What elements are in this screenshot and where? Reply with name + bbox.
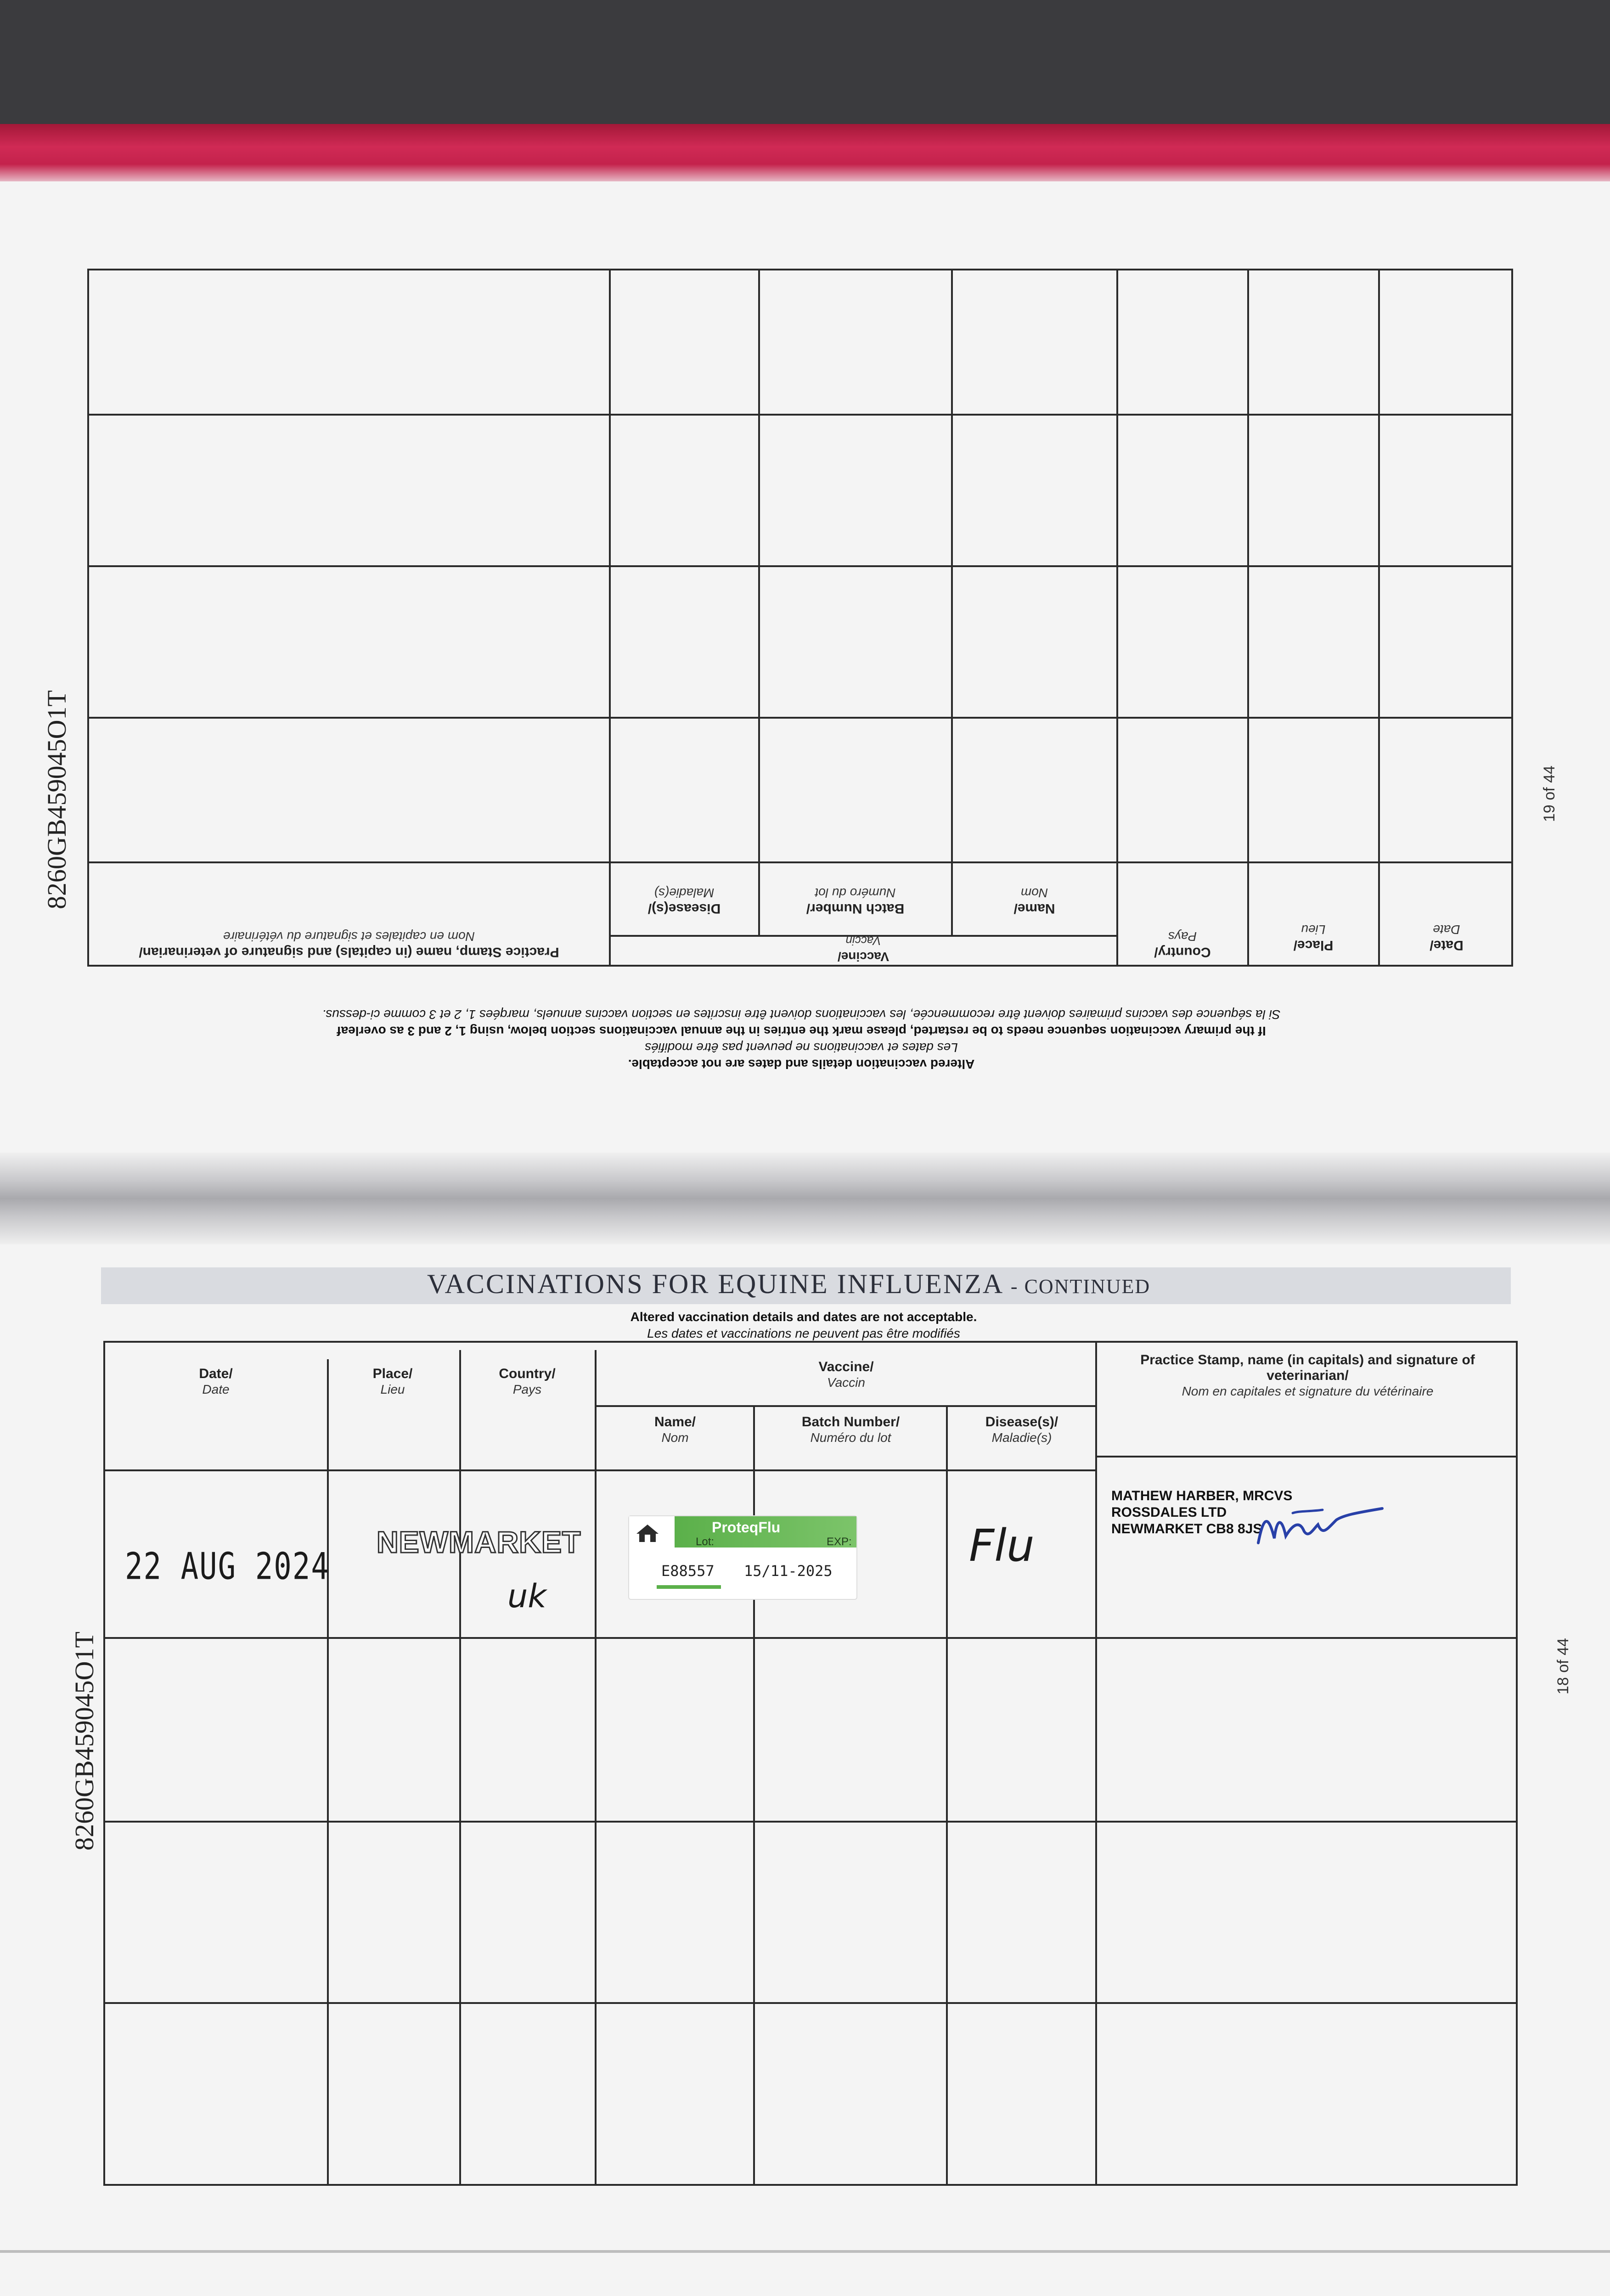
page-fold: [0, 1153, 1610, 1244]
entry-disease-handwritten: Flu: [969, 1520, 1035, 1571]
lower-notice-en: Altered vaccination details and dates are not acceptable.: [630, 1310, 977, 1324]
upper-header-place: Place/ Lieu: [1293, 923, 1334, 953]
entry-place-stamp: NEWMARKET: [377, 1525, 581, 1559]
upper-header-date: Date/ Date: [1430, 923, 1464, 953]
upper-notice-primary-fr: Si la séquence des vaccins primaires doivent être recommencée, les vaccinations doivent être inscrites en section vaccins annuels, marqées 1, 2 et 3 comme ci-dessus.: [322, 1007, 1281, 1022]
lower-header-country: Country/ Pays: [499, 1366, 556, 1396]
lower-banner-title: VACCINATIONS FOR EQUINE INFLUENZA - CONTINUED: [427, 1269, 1151, 1299]
lower-header-stamp: Practice Stamp, name (in capitals) and signature of veterinarian/ Nom en capitales et signature du vétérinaire: [1140, 1352, 1475, 1398]
upper-page-rotated: [80, 269, 1513, 1086]
upper-header-stamp: Practice Stamp, name (in capitals) and signature of veterinarian/ Nom en capitales et signature du vétérinaire: [139, 929, 559, 960]
upper-header-batch: Batch Number/ Numéro du lot: [806, 886, 905, 916]
lower-header-place: Place/ Lieu: [372, 1366, 413, 1396]
upper-notice-fr: Les dates et vaccinations ne peuvent pas être modifiés: [645, 1041, 958, 1055]
lower-table: [103, 1341, 1518, 2186]
lower-header-disease: Disease(s)/ Maladie(s): [985, 1414, 1058, 1445]
passport-cover-edge: [0, 124, 1610, 181]
upper-header-disease: Disease(s)/ Maladie(s): [647, 886, 721, 916]
sticker-exp: 15/11-2025: [744, 1562, 833, 1580]
upper-header-vaccine: Vaccine/ Vaccin: [837, 934, 889, 964]
upper-header-country: Country/ Pays: [1154, 929, 1211, 960]
entry-country-handwritten: uk: [507, 1577, 546, 1615]
scanner-top-shadow: [0, 0, 1610, 124]
upper-passport-id: 8260GB459045O1T: [42, 690, 72, 909]
upper-header-name: Name/ Nom: [1013, 886, 1055, 916]
lower-notice-fr: Les dates et vaccinations ne peuvent pas être modifiés: [647, 1326, 960, 1340]
lower-notice: [459, 1309, 1148, 1342]
lower-header-vaccine: Vaccine/ Vaccin: [818, 1359, 874, 1390]
vet-practice: ROSSDALES LTD: [1111, 1505, 1227, 1520]
vaccine-batch-sticker: [628, 1515, 857, 1600]
lower-passport-id: 8260GB459045O1T: [69, 1632, 99, 1851]
vet-name: MATHEW HARBER, MRCVS: [1111, 1488, 1293, 1503]
home-icon: [634, 1521, 661, 1544]
lower-header-batch: Batch Number/ Numéro du lot: [801, 1414, 900, 1445]
sticker-exp-label: EXP:: [827, 1536, 852, 1548]
lower-page-number: 18 of 44: [1554, 1638, 1572, 1694]
upper-notice: [135, 1006, 1467, 1072]
sticker-lot-label: Lot:: [696, 1536, 715, 1548]
upper-notice-en: Altered vaccination details and dates are not acceptable.: [628, 1057, 975, 1071]
upper-notice-primary-en: If the primary vaccination sequence needs to be restarted, please mark the entries in the annual vaccinations section below, using 1, 2 and 3 as overleaf: [337, 1024, 1266, 1038]
upper-page-number: 19 of 44: [1541, 765, 1558, 822]
sticker-brand: ProteqFlu: [712, 1519, 781, 1536]
lower-header-name: Name/ Nom: [654, 1414, 696, 1445]
vet-address: NEWMARKET CB8 8JS: [1111, 1521, 1262, 1536]
vet-signature: [1249, 1492, 1387, 1557]
scan-bottom-edge: [0, 2250, 1610, 2253]
entry-date-stamp: 22 AUG 2024: [125, 1545, 330, 1588]
sticker-lot: E88557: [661, 1562, 715, 1580]
lower-header-date: Date/ Date: [199, 1366, 233, 1396]
